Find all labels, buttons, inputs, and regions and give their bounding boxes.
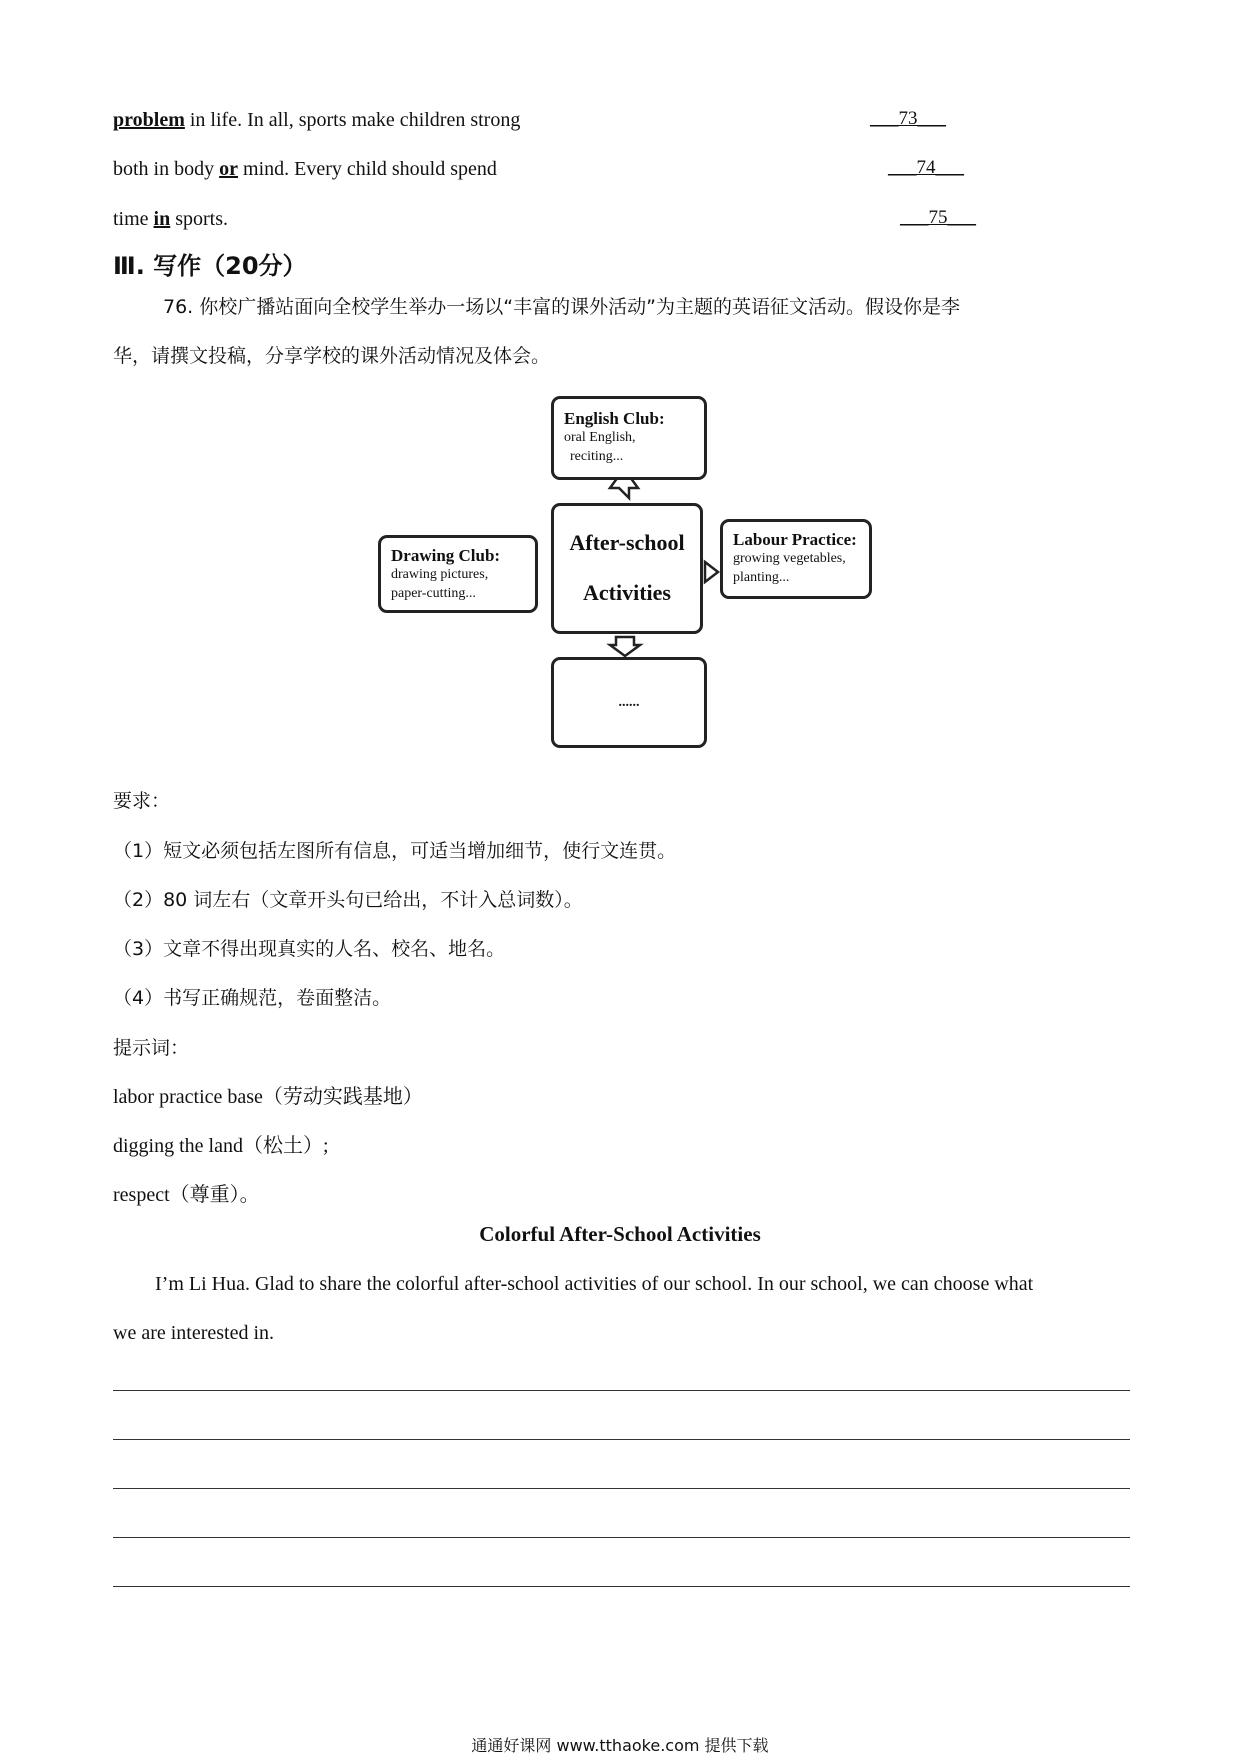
labour-practice-title: Labour Practice: bbox=[733, 530, 857, 549]
passage-text: mind. Every child should spend bbox=[238, 158, 497, 180]
english-club-title: English Club: bbox=[564, 409, 665, 428]
arrow-right-icon bbox=[705, 562, 718, 582]
drawing-club-item-2: paper-cutting... bbox=[391, 586, 476, 601]
passage-line-75 bbox=[113, 206, 228, 232]
blank-number: 75 bbox=[928, 207, 948, 228]
essay-title: Colorful After-School Activities bbox=[479, 1222, 761, 1246]
hints-label: 提示词： bbox=[113, 1037, 190, 1059]
more-activities-box bbox=[551, 657, 707, 748]
hint-item-3: respect（尊重）。 bbox=[113, 1184, 260, 1206]
question-line-1: 76. 你校广播站面向全校学生举办一场以“丰富的课外活动”为主题的英语征文活动。假设你是李 bbox=[163, 296, 960, 318]
passage-text: in life. In all, sports make children strong bbox=[184, 109, 521, 131]
keyword: in bbox=[153, 208, 171, 230]
hint-item-2: digging the land（松土）; bbox=[113, 1135, 329, 1157]
answer-blank-75[interactable]: ___75___ bbox=[900, 207, 976, 228]
labour-practice-item-2: planting... bbox=[733, 570, 790, 585]
requirement-item-4: （4）书写正确规范，卷面整洁。 bbox=[113, 987, 392, 1009]
requirement-item-3: （3）文章不得出现真实的人名、校名、地名。 bbox=[113, 938, 506, 960]
blank-number: 74 bbox=[916, 157, 936, 178]
essay-line-1: I’m Li Hua. Glad to share the colorful after-school activities of our school. In our school, we can choose what bbox=[155, 1273, 1034, 1295]
answer-blank-74[interactable]: ___74___ bbox=[888, 157, 964, 178]
arrow-down-icon bbox=[610, 637, 640, 656]
passage-text: both in body bbox=[113, 158, 220, 180]
english-club-item-1: oral English, bbox=[564, 430, 636, 445]
passage-line-73 bbox=[113, 107, 520, 133]
keyword: or bbox=[219, 158, 239, 180]
writing-line[interactable] bbox=[113, 1586, 1130, 1587]
passage-text: time bbox=[113, 208, 154, 230]
arrow-up-icon bbox=[610, 477, 638, 498]
passage-text: sports. bbox=[170, 208, 229, 230]
labour-practice-item-1: growing vegetables, bbox=[733, 551, 846, 566]
writing-line[interactable] bbox=[113, 1488, 1130, 1489]
blank-number: 73 bbox=[898, 108, 918, 129]
footer-watermark: 通通好课网 www.tthaoke.com 提供下载 bbox=[471, 1736, 769, 1755]
essay-line-2: we are interested in. bbox=[113, 1322, 275, 1344]
writing-line[interactable] bbox=[113, 1439, 1130, 1440]
more-activities-text: ...... bbox=[618, 695, 640, 710]
center-title-line-1: After-school bbox=[569, 530, 685, 555]
center-title-line-2: Activities bbox=[583, 580, 671, 605]
passage-line-74 bbox=[113, 156, 497, 182]
drawing-club-title: Drawing Club: bbox=[391, 546, 501, 565]
requirement-item-2: （2）80 词左右（文章开头句已给出，不计入总词数）。 bbox=[113, 889, 583, 911]
english-club-item-2: reciting... bbox=[570, 449, 624, 464]
hint-item-1: labor practice base（劳动实践基地） bbox=[113, 1086, 423, 1108]
labour-practice-box bbox=[720, 519, 872, 599]
keyword: problem bbox=[113, 109, 185, 131]
requirement-item-1: （1）短文必须包括左图所有信息，可适当增加细节，使行文连贯。 bbox=[113, 840, 677, 862]
writing-line[interactable] bbox=[113, 1537, 1130, 1538]
requirements-label: 要求： bbox=[113, 790, 171, 812]
drawing-club-box bbox=[378, 535, 538, 613]
drawing-club-item-1: drawing pictures, bbox=[391, 567, 489, 582]
activities-diagram bbox=[380, 392, 880, 762]
center-box bbox=[551, 503, 703, 634]
question-line-2: 华，请撰文投稿，分享学校的课外活动情况及体会。 bbox=[113, 345, 551, 367]
writing-line[interactable] bbox=[113, 1390, 1130, 1391]
section-title: Ⅲ. 写作（20分） bbox=[113, 252, 307, 280]
answer-blank-73[interactable]: ___73___ bbox=[870, 108, 946, 129]
english-club-box bbox=[551, 396, 707, 480]
